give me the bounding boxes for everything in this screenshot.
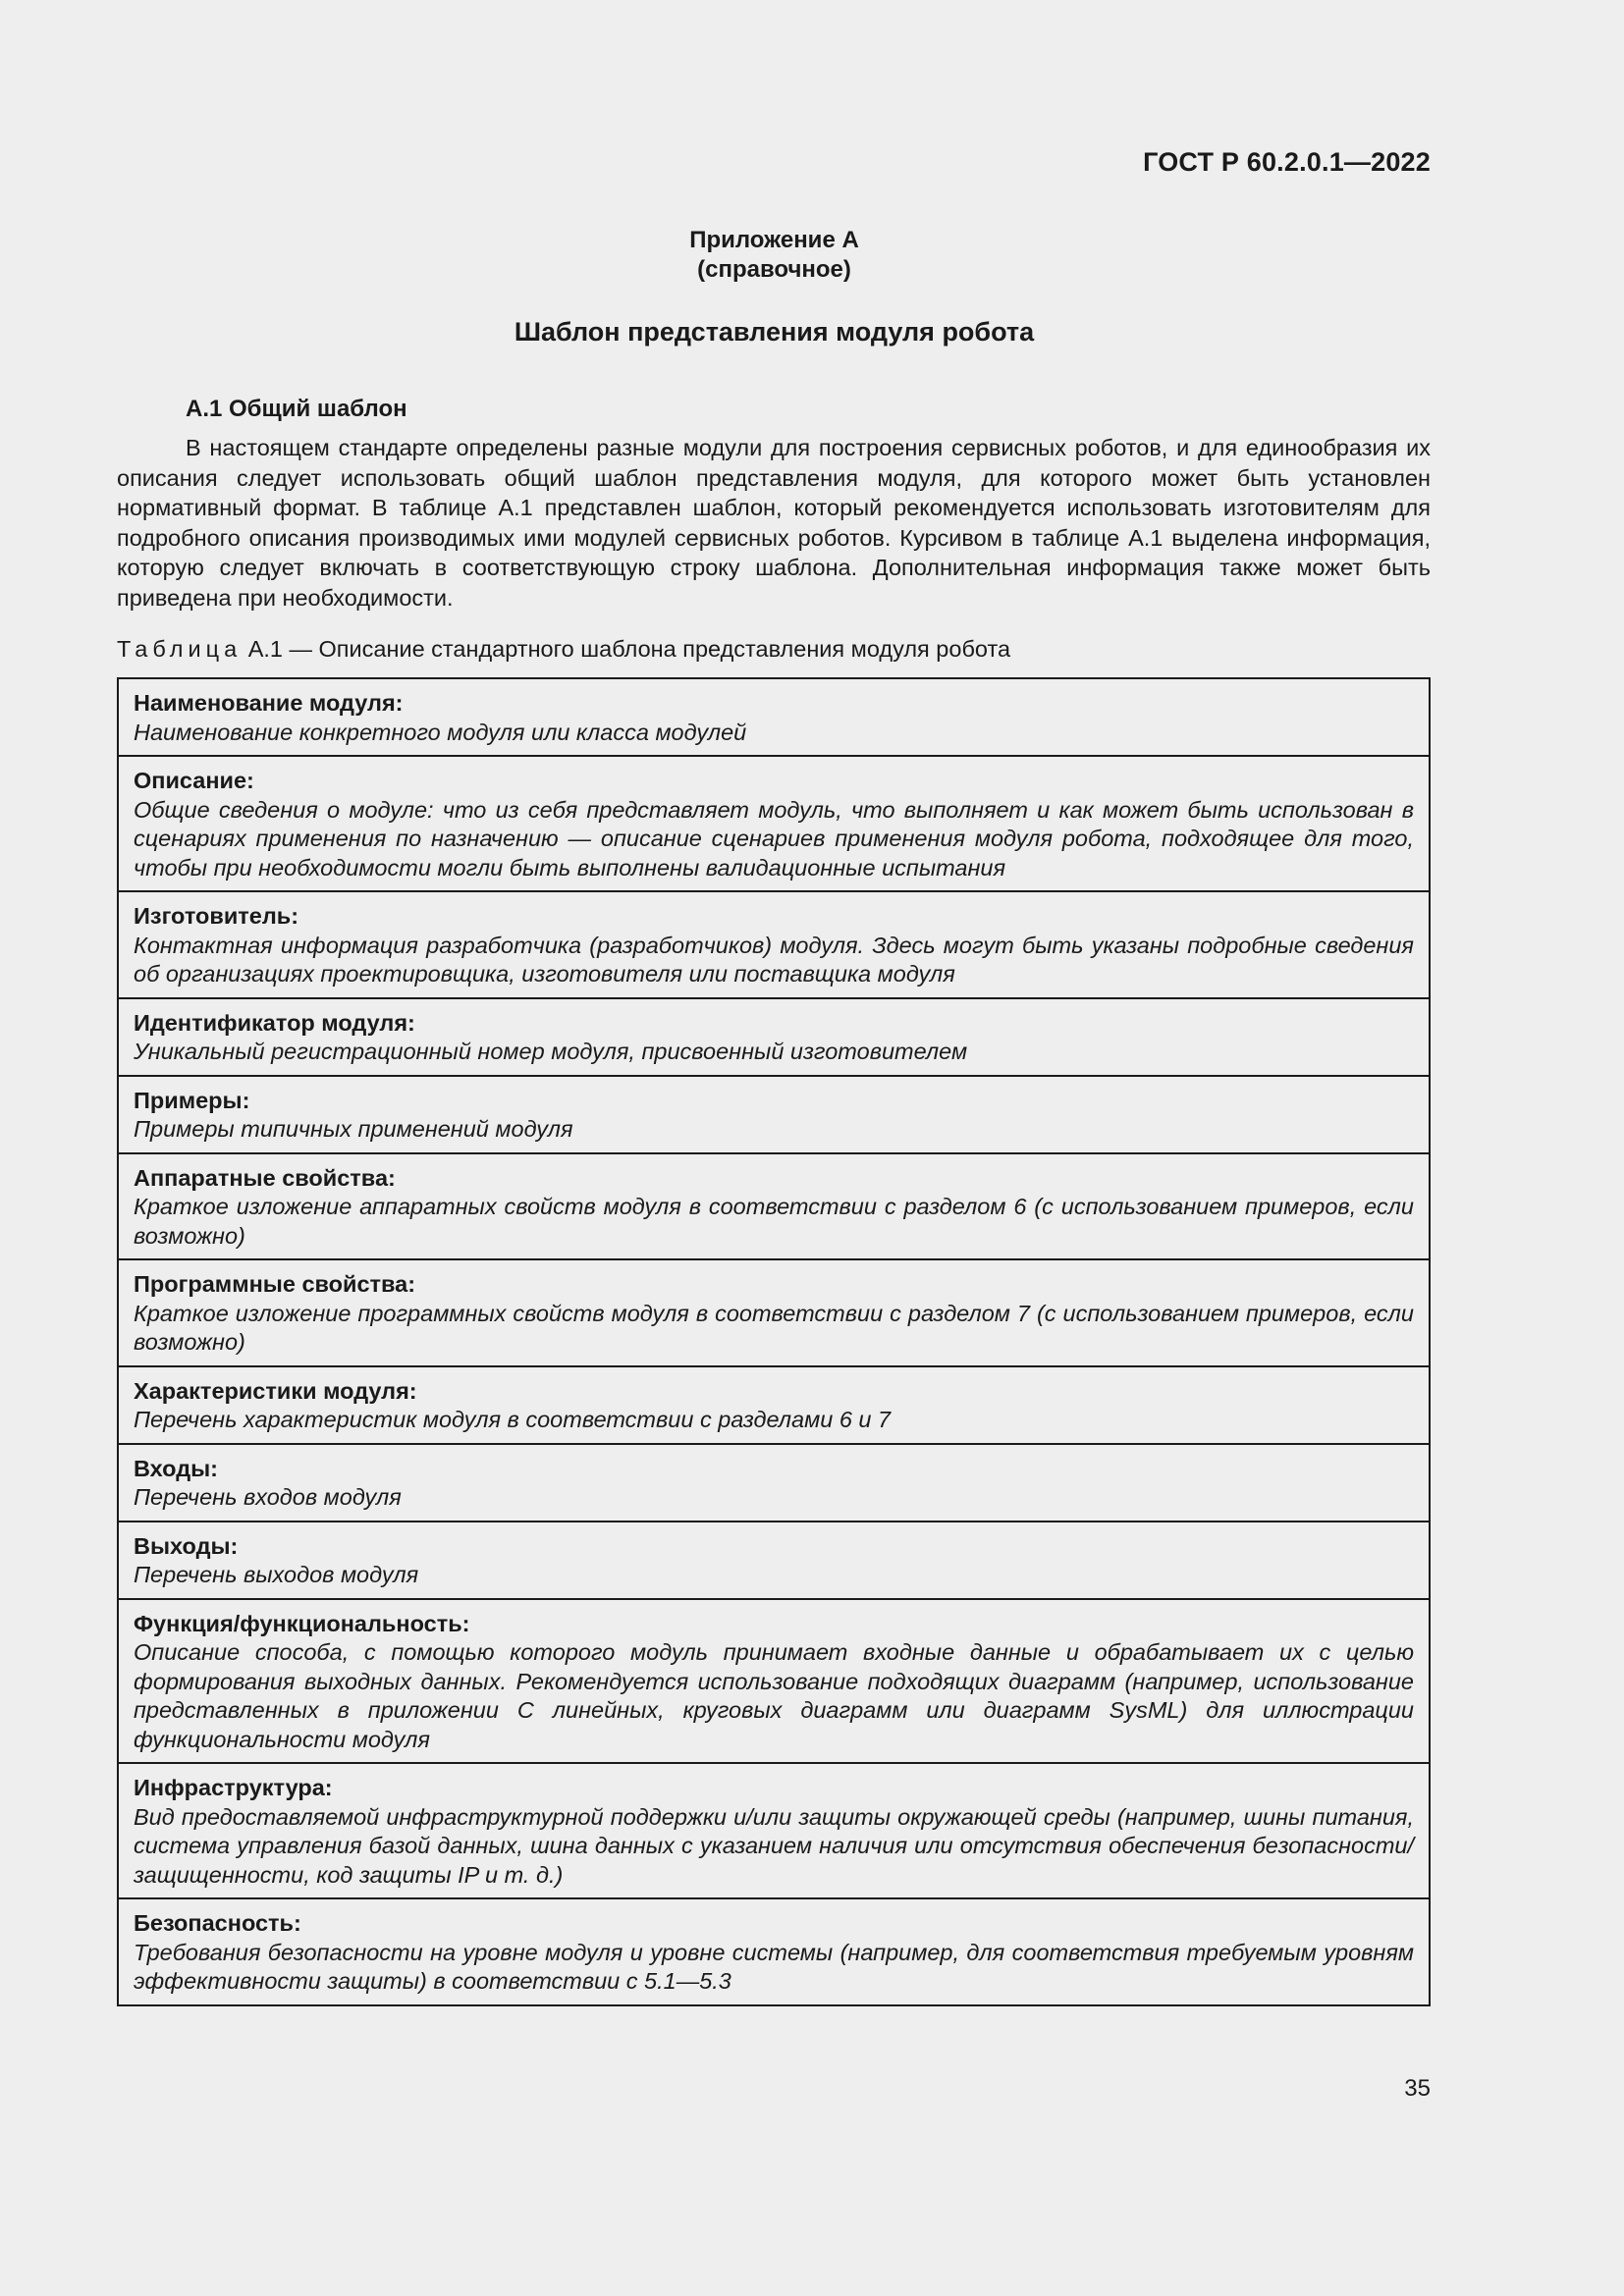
table-row-examples [119,1075,1429,1152]
row-label: Инфраструктура: [134,1775,333,1800]
table-row-module-id [119,997,1429,1075]
annex-status: (справочное) [697,256,851,283]
row-label: Безопасность: [134,1910,301,1936]
row-label: Аппаратные свойства: [134,1164,396,1191]
table-caption [117,636,1010,663]
row-label: Наименование модуля: [134,690,404,716]
annex-heading [0,226,1548,285]
row-description: Общие сведения о модуле: что из себя представляет модуль, что выполняет и как может быть использован в сценариях применения по назначению — описание сценариев применения модуля робота, подходящее для того, чтобы при необходимости могли быть выполнены валидационные испытания [134,796,1414,881]
table-row-manufacturer [119,890,1429,997]
row-description: Вид предоставляемой инфраструктурной поддержки и/или защиты окружающей среды (например, шины питания, система управления базой данных, шина данных с указанием наличия или отсутствия обеспечения безопасности/защищенности, код защиты IP и т. д.) [134,1803,1414,1888]
row-label: Характеристики модуля: [134,1377,417,1404]
row-label: Выходы: [134,1532,239,1559]
row-label: Описание: [134,768,254,793]
table-row-characteristics [119,1365,1429,1443]
table-row-outputs [119,1521,1429,1598]
row-description: Примеры типичных применений модуля [134,1116,573,1142]
table-row-software-properties [119,1258,1429,1365]
table-row-functionality [119,1598,1429,1763]
table-row-hardware-properties [119,1152,1429,1259]
section-heading: А.1 Общий шаблон [186,396,407,422]
row-label: Программные свойства: [134,1271,416,1297]
annex-label: Приложение А [689,227,859,253]
table-row-safety [119,1897,1429,2004]
row-description: Перечень входов модуля [134,1484,402,1510]
row-description: Краткое изложение программных свойств модуля в соответствии с разделом 7 (с использованием примеров, если возможно) [134,1300,1414,1355]
row-description: Требования безопасности на уровне модуля и уровне системы (например, для соответствия требуемым уровням эффективности защиты) в соответствии с 5.1—5.3 [134,1939,1414,1994]
row-label: Функция/функциональность: [134,1610,470,1636]
row-label: Идентификатор модуля: [134,1009,415,1036]
document-code: ГОСТ Р 60.2.0.1—2022 [1143,147,1431,177]
table-caption-text: А.1 — Описание стандартного шаблона представления модуля робота [247,636,1011,662]
table-row-inputs [119,1443,1429,1521]
page-number: 35 [1404,2075,1431,2102]
row-description: Описание способа, с помощью которого модуль принимает входные данные и обрабатывает их с целью формирования выходных данных. Рекомендуется использование подходящих диаграмм (например, использование представленных в приложении С линейных, круговых диаграмм или диаграмм SysML) для иллюстрации функциональности модуля [134,1639,1414,1752]
row-description: Перечень характеристик модуля в соответствии с разделами 6 и 7 [134,1407,892,1432]
row-label: Изготовитель: [134,903,299,929]
table-caption-prefix: Таблица [117,636,243,662]
row-description: Перечень выходов модуля [134,1562,419,1587]
row-description: Контактная информация разработчика (разработчиков) модуля. Здесь могут быть указаны подробные сведения об организациях проектировщика, изготовителя или поставщика модуля [134,932,1414,987]
table-row-module-name [119,679,1429,755]
intro-paragraph: В настоящем стандарте определены разные модули для построения сервисных роботов, и для единообразия их описания следует использовать общий шаблон представления модуля, для которого может быть установлен нормативный формат. В таблице А.1 представлен шаблон, который рекомендуется использовать изготовителям для подробного описания производимых ими модулей сервисных роботов. Курсивом в таблице А.1 выделена информация, которую следует включать в соответствующую строку шаблона. Дополнительная информация также может быть приведена при необходимости. [117,435,1431,611]
annex-title: Шаблон представления модуля робота [514,317,1035,347]
module-template-table [117,677,1431,2006]
row-label: Примеры: [134,1087,250,1113]
row-description: Уникальный регистрационный номер модуля, присвоенный изготовителем [134,1039,968,1064]
table-row-infrastructure [119,1762,1429,1897]
row-label: Входы: [134,1455,219,1481]
row-description: Краткое изложение аппаратных свойств модуля в соответствии с разделом 6 (с использованием примеров, если возможно) [134,1194,1414,1249]
table-row-description [119,755,1429,890]
row-description: Наименование конкретного модуля или класса модулей [134,719,747,745]
